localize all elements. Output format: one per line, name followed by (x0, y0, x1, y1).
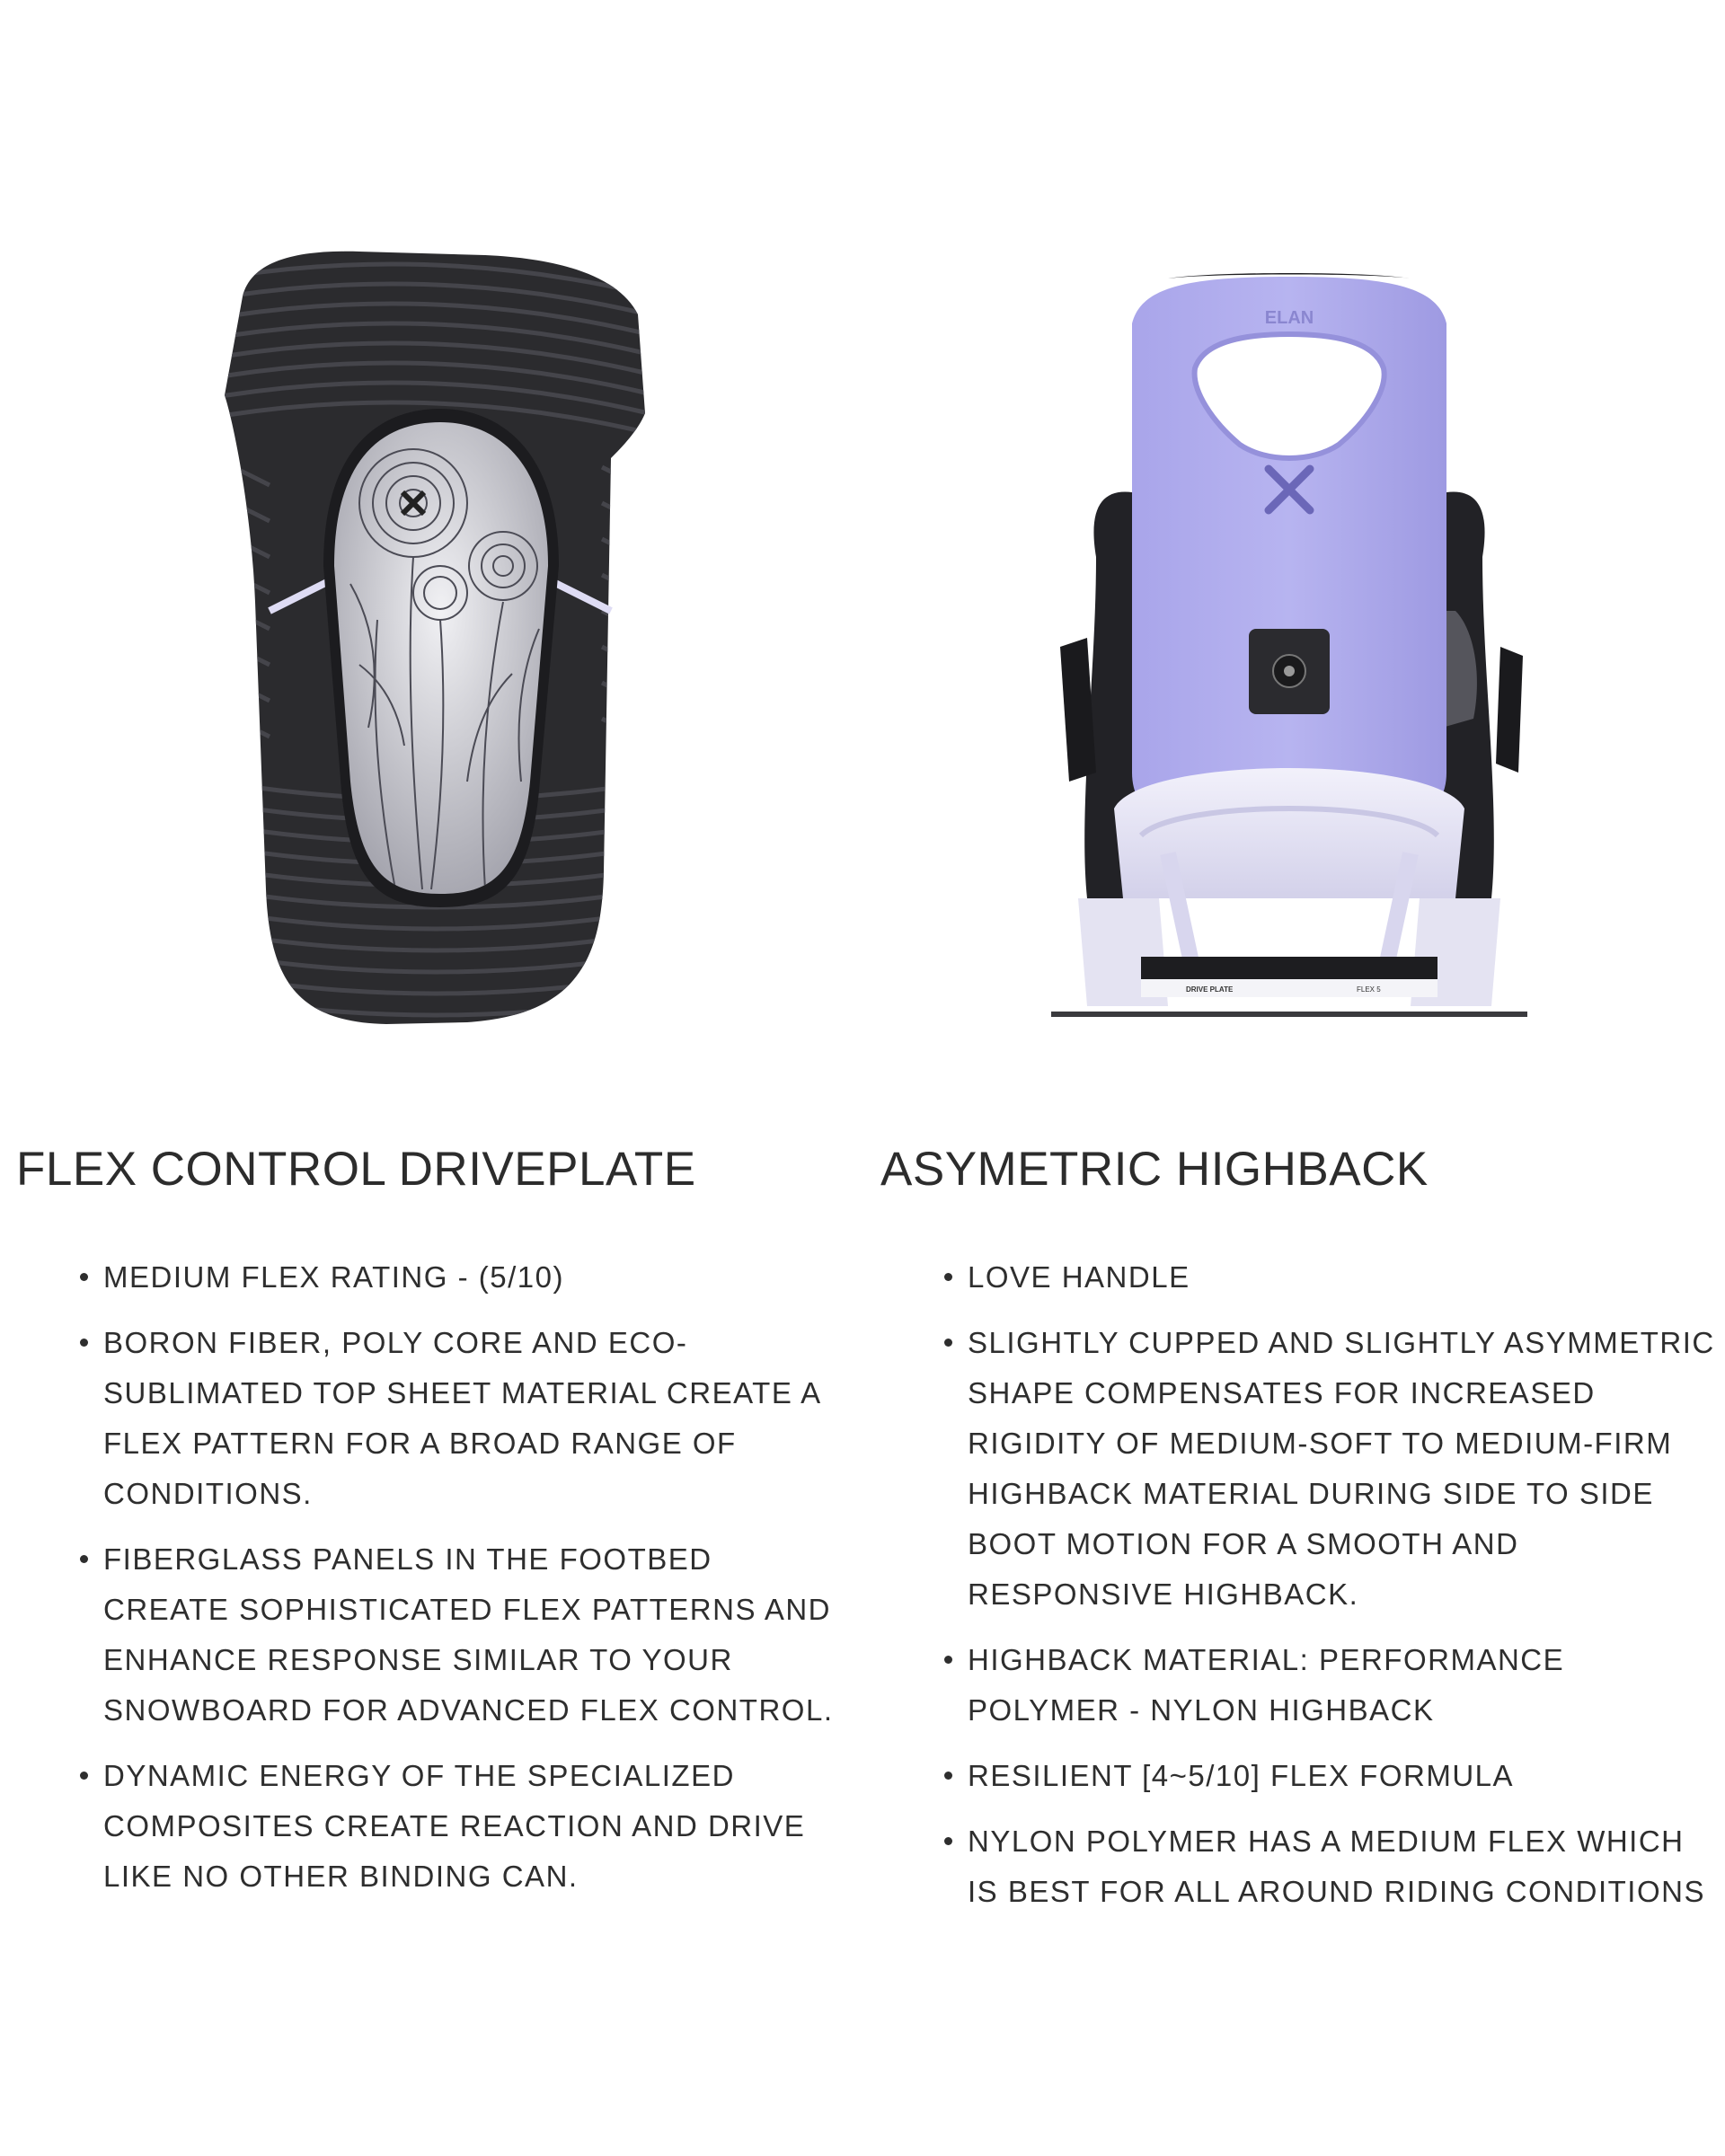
list-item-text: SLIGHTLY CUPPED AND SLIGHTLY ASYMMETRIC SHAPE COMPENSATES FOR INCREASED RIGIDITY OF MEDIUM-SOFT TO MEDIUM-FIRM HIGHBACK MATERIAL DURING SIDE TO SIDE BOOT MOTION FOR A SMOOTH AND RESPONSIVE HIGHBACK. (968, 1326, 1715, 1611)
list-item (968, 1816, 1716, 1917)
driveplate-feature-list (16, 1252, 843, 1902)
list-item-text: FIBERGLASS PANELS IN THE FOOTBED CREATE SOPHISTICATED FLEX PATTERNS AND ENHANCE RESPONSE SIMILAR TO YOUR SNOWBOARD FOR ADVANCED FLEX CONTROL. (103, 1542, 834, 1727)
highback-heading: ASYMETRIC HIGHBACK (880, 1143, 1429, 1196)
driveplate-image (216, 243, 656, 1033)
list-item-text: BORON FIBER, POLY CORE AND ECO-SUBLIMATED TOP SHEET MATERIAL CREATE A FLEX PATTERN FOR A BROAD RANGE OF CONDITIONS. (103, 1326, 820, 1510)
list-item (103, 1252, 843, 1303)
highback-feature-list (880, 1252, 1716, 1917)
highback-image (1033, 270, 1545, 1024)
list-item-text: RESILIENT [4~5/10] FLEX FORMULA (968, 1759, 1515, 1792)
driveplate-illustration (216, 243, 656, 1033)
list-item (968, 1751, 1716, 1801)
driveplate-section (16, 1141, 843, 1917)
bullet-icon (80, 1339, 88, 1347)
list-item (968, 1318, 1716, 1620)
bullet-icon (80, 1555, 88, 1563)
list-item (103, 1534, 843, 1736)
list-item-text: DYNAMIC ENERGY OF THE SPECIALIZED COMPOSITES CREATE REACTION AND DRIVE LIKE NO OTHER BINDING CAN. (103, 1759, 806, 1893)
highback-section (880, 1141, 1716, 1932)
list-item-text: MEDIUM FLEX RATING - (5/10) (103, 1260, 564, 1294)
bullet-icon (944, 1837, 952, 1845)
highback-logo: ELAN (1264, 308, 1314, 328)
bullet-icon (944, 1339, 952, 1347)
list-item-text: LOVE HANDLE (968, 1260, 1190, 1294)
list-item (968, 1252, 1716, 1303)
bullet-icon (80, 1273, 88, 1281)
list-item (103, 1751, 843, 1902)
list-item-text: NYLON POLYMER HAS A MEDIUM FLEX WHICH IS BEST FOR ALL AROUND RIDING CONDITIONS (968, 1825, 1705, 1908)
plate-label-left: DRIVE PLATE (1186, 985, 1234, 994)
plate-label-right: FLEX 5 (1357, 985, 1381, 994)
highback-illustration (1033, 270, 1545, 1024)
driveplate-heading: FLEX CONTROL DRIVEPLATE (16, 1143, 696, 1196)
list-item (968, 1635, 1716, 1736)
list-item (103, 1318, 843, 1519)
bullet-icon (944, 1273, 952, 1281)
bullet-icon (944, 1656, 952, 1664)
bullet-icon (944, 1772, 952, 1780)
bullet-icon (80, 1772, 88, 1780)
list-item-text: HIGHBACK MATERIAL: PERFORMANCE POLYMER - NYLON HIGHBACK (968, 1643, 1565, 1727)
